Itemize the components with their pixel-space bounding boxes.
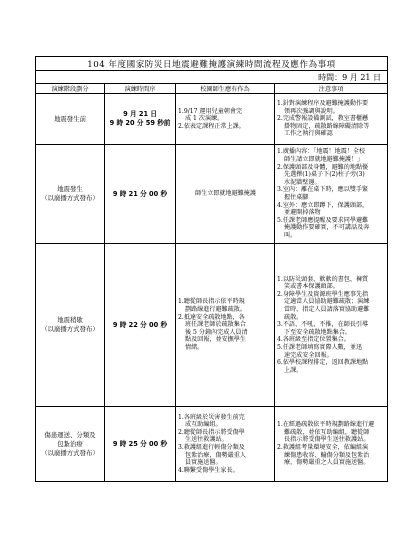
note-line: 握住桌腳: [284, 194, 309, 201]
note-line: 4.各班級至指定位置集合。: [277, 336, 350, 344]
campus-action-line: 1.各班級於災害發生前完: [178, 413, 245, 421]
campus-action-line: 4.聯繫受傷學生家長。: [178, 466, 239, 474]
time-cell: [105, 244, 176, 407]
note-line: 練傷患收容、輸傷分類及包紮治: [284, 451, 370, 459]
campus-action-line: 成 1 次演練。: [185, 115, 224, 123]
note-line: 長指示將受傷學生送往救護站。: [284, 436, 370, 444]
stage-label: （以廣播方式發布）: [41, 448, 99, 457]
date-label: 時間：9 月 21 日: [36, 71, 388, 84]
document-title: 104 年度國家防災日地震避難掩護演練時間流程及應作為事項: [36, 57, 388, 71]
stage-label: （以廣播方式發布）: [41, 194, 99, 202]
time-cell: [105, 407, 176, 482]
time-label: 9 時 21 分 00 秒: [112, 189, 168, 198]
campus-action-line: 1.9/17 運用兒童朝會完: [178, 107, 243, 115]
stage-label: 包紮治療: [57, 439, 83, 448]
note-line: 5.任課老師填寫實際人數，並迅: [277, 343, 363, 351]
stage-label: 地震發生前: [54, 114, 86, 123]
column-header-campus-actions: 校園師生應有作為: [176, 84, 275, 94]
table-row: [36, 94, 388, 145]
note-line: 難疏散，並依互助編組，聽從師: [284, 428, 370, 436]
campus-actions-cell: [176, 244, 275, 407]
note-line: 1.在經過疏散依平時規劃路線進行避: [277, 421, 375, 429]
note-line: 速完成安全回報。: [284, 351, 333, 359]
note-line: 水泥牆壁邊。: [284, 178, 321, 186]
stage-label: 地震稍歇: [57, 316, 83, 324]
drill-schedule-table: [35, 56, 388, 482]
campus-actions-cell: [176, 94, 275, 145]
campus-action-line: 後 5 分鐘內完成人員清: [185, 328, 248, 336]
note-line: 掛物固定，疏散路線障礙清除等: [284, 122, 370, 130]
note-line: 2.身障學生及資源班學生應事先指: [277, 290, 369, 298]
column-header-time: 演練時間序: [105, 84, 176, 94]
note-line: 3.室內：離在桌下時，應以雙手緊: [277, 186, 369, 194]
note-line: 1.以防災頭套、軟軟的書包、褲質: [277, 275, 369, 283]
note-line: 當時，指定人員請落實協助避難: [284, 306, 370, 314]
note-line: 2.完成警報設備測試，教室書櫃懸: [277, 115, 369, 123]
campus-action-line: 3.救護組進行輕傷分類及: [178, 444, 245, 451]
note-line: 2.救護組考量環境安全，依編組演: [277, 444, 369, 451]
note-line: 先選擇(1)桌子下(2)柱子旁(3): [284, 171, 365, 179]
table-row: [36, 407, 388, 482]
title-row: [36, 57, 388, 71]
stage-cell: [36, 145, 105, 244]
notes-cell: [275, 145, 388, 244]
campus-actions-cell: [176, 407, 275, 482]
note-line: 4.室外：應立即蹲下，保護頭部，: [277, 201, 369, 209]
campus-actions-cell: [176, 145, 275, 244]
campus-action-line: 1.聽從師長指示依平時規: [178, 298, 245, 306]
notes-cell: [275, 407, 388, 482]
time-label: 9 月 21 日: [123, 110, 157, 118]
time-label: 9 時 22 分 00 秒: [112, 320, 168, 329]
note-line: 3.不語、不吼、不推，在師長引導: [277, 321, 369, 329]
campus-action-line: 2.抵達安全疏散地點，各: [178, 313, 245, 321]
note-line: 掩護動作要確實，不可講話及奔: [284, 224, 370, 232]
note-line: 2.保護頭部及身體，避難的地點優: [277, 163, 369, 171]
note-line: 1.針對演練程序及避難掩護動作要: [277, 100, 369, 108]
note-line: 疏散。: [284, 313, 303, 321]
column-header-notes: 注意事項: [275, 84, 388, 94]
time-row: [36, 71, 388, 84]
table-row: [36, 244, 388, 407]
note-line: 並避開掉落物: [284, 209, 321, 217]
campus-action-line: 劃路線進行避難疏散。: [185, 306, 246, 314]
drill-schedule-sheet: [35, 56, 387, 482]
note-line: 療，傷勢嚴重之人員實施送醫。: [284, 459, 370, 467]
table-row: [36, 145, 388, 244]
campus-action-line: 2.聽從師長指示將受傷學: [178, 428, 245, 436]
note-line: 下至安全疏散地點集合。: [284, 328, 352, 336]
note-line: 叫。: [284, 231, 297, 239]
stage-cell: [36, 94, 105, 145]
campus-action-line: 情緒。: [185, 343, 204, 351]
note-line: 5.任課老師應提醒及要求同學避難: [277, 216, 369, 224]
campus-action-line: 包紮治療，傷勢嚴重人: [185, 451, 246, 459]
stage-cell: [36, 407, 105, 482]
note-line: 1.廣播內容：「地震！地震！全校: [277, 148, 366, 156]
note-line: 定適當人員協助避難疏散；演練: [284, 298, 370, 306]
campus-action-line: 點及回報，並安撫學生: [185, 336, 246, 344]
campus-action-line: 生送往救護站。: [185, 436, 228, 444]
time-label: 9 時 20 分 59 秒前: [109, 119, 171, 127]
note-line: 師生請立即就地避難掩護！」: [284, 156, 364, 164]
note-line: 工作之執行與確認: [284, 130, 333, 138]
time-label: 9 時 25 分 00 秒: [112, 439, 168, 448]
stage-label: 地震發生: [57, 185, 83, 193]
campus-action-line: 班任課老師於疏散集合: [185, 321, 246, 329]
note-line: 6.依學校課程排定，返回教課地點: [277, 359, 369, 367]
stage-label: 傷患運送、分類及: [44, 430, 96, 439]
note-line: 領再次強調與說明。: [284, 107, 339, 115]
campus-action-line: 員實施送醫。: [185, 459, 222, 467]
time-cell: [105, 145, 176, 244]
notes-cell: [275, 244, 388, 407]
campus-action-line: 成互助編組。: [185, 421, 222, 429]
campus-action-line: 2.依表定課程正常上課。: [178, 122, 245, 130]
time-cell: [105, 94, 176, 145]
campus-action-line: 師生立即就地避難掩護: [195, 190, 256, 198]
stage-cell: [36, 244, 105, 407]
notes-cell: [275, 94, 388, 145]
note-line: 上課。: [284, 366, 303, 374]
header-row: [36, 84, 388, 94]
column-header-stage: 演練階段劃分: [36, 84, 105, 94]
note-line: 笑或書本保護頭部。: [284, 283, 339, 291]
stage-label: （以廣播方式發布）: [41, 325, 99, 333]
